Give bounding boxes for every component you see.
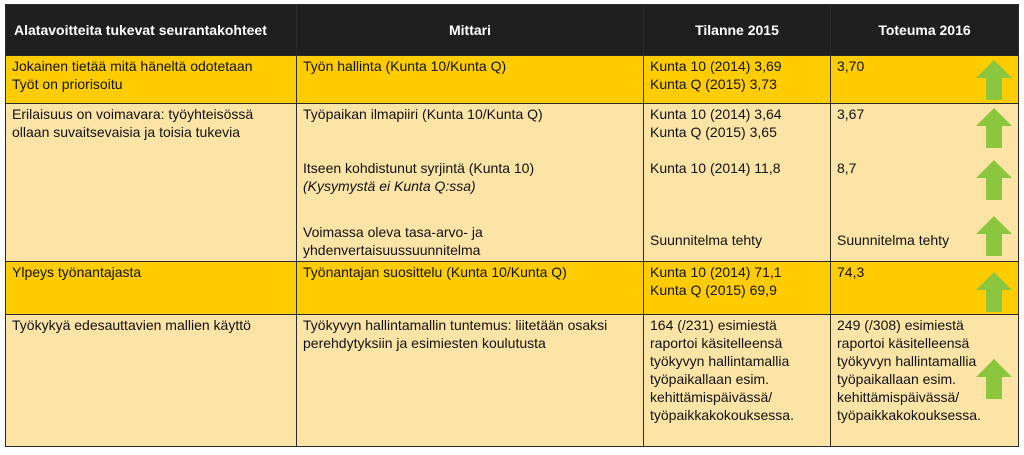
result-2016-text: Suunnitelma tehty [837,232,950,248]
status-item [650,105,824,141]
status-item [650,159,824,177]
status-2015-text: Kunta 10 (2014) 3,64 Kunta Q (2015) 3,65 [650,106,782,140]
metric-cell [297,104,644,262]
metric-item [303,159,637,195]
status-item [650,231,824,249]
monitoring-table [5,4,1019,447]
table-header-row [6,5,1019,56]
result-2016-text: 8,7 [837,160,857,176]
header-metric: Mittari [297,5,644,56]
table-row [6,315,1019,447]
target-text: Jokainen tietää mitä häneltä odotetaan Työt on priorisoitu [12,58,253,92]
result-2016-text: 74,3 [837,264,865,280]
result-2016-cell [831,56,1019,104]
target-cell [6,262,297,315]
table-row [6,262,1019,315]
status-2015-text: Kunta 10 (2014) 3,69 Kunta Q (2015) 3,73 [650,58,782,92]
metric-text: Työn hallinta (Kunta 10/Kunta Q) [303,58,507,74]
header-result-2016: Toteuma 2016 [831,5,1019,56]
header-status-2015: Tilanne 2015 [644,5,831,56]
up-arrow-icon [976,160,1012,200]
metric-note: (Kysymystä ei Kunta Q:ssa) [303,178,476,194]
up-arrow-icon [976,108,1012,148]
metric-text: Voimassa oleva tasa-arvo- ja yhdenvertaisuussuunnitelma [303,224,483,258]
status-2015-cell [644,104,831,262]
metric-item [303,223,637,259]
status-2015-text: Kunta 10 (2014) 11,8 [650,160,781,176]
metric-text: Työnantajan suosittelu (Kunta 10/Kunta Q) [303,264,567,280]
metric-cell [297,315,644,447]
metric-text: Työkyvyn hallintamallin tuntemus: liitetään osaksi perehdytyksiin ja esimiesten koulutusta [303,317,608,351]
result-2016-cell [831,262,1019,315]
status-2015-text: 164 (/231) esimiestä raportoi käsitelleensä työkyvyn hallintamallia työpaikallaan esim. kehittämispäivässä/ työpaikkakokouksessa. [650,317,794,423]
target-text: Työkykyä edesauttavien mallien käyttö [12,317,251,333]
metric-text: Työpaikan ilmapiiri (Kunta 10/Kunta Q) [303,106,543,122]
status-2015-cell [644,315,831,447]
result-2016-text: 3,67 [837,106,865,122]
result-2016-cell [831,104,1019,262]
table-row [6,56,1019,104]
up-arrow-icon [976,272,1012,312]
metric-text: Itseen kohdistunut syrjintä (Kunta 10) [303,160,535,176]
header-targets: Alatavoitteita tukevat seurantakohteet [6,5,297,56]
status-2015-text: Suunnitelma tehty [650,232,763,248]
up-arrow-icon [976,216,1012,256]
up-arrow-icon [976,60,1012,100]
metric-cell [297,56,644,104]
status-2015-cell [644,56,831,104]
result-2016-text: 3,70 [837,58,865,74]
result-2016-text: 249 (/308) esimiestä raportoi käsitelleensä työkyvyn hallintamallia työpaikallaan esim. kehittämispäivässä/ työpaikkakokouksessa. [837,317,981,423]
up-arrow-icon [976,359,1012,399]
target-cell [6,56,297,104]
result-2016-cell [831,315,1019,447]
target-text: Erilaisuus on voimavara: työyhteisössä ollaan suvaitsevaisia ja toisia tukevia [12,106,254,140]
target-text: Ylpeys työnantajasta [12,264,142,280]
metric-cell [297,262,644,315]
status-2015-cell [644,262,831,315]
target-cell [6,104,297,262]
target-cell [6,315,297,447]
monitoring-table-container [5,4,1018,452]
metric-item [303,105,637,123]
table-row [6,104,1019,262]
status-2015-text: Kunta 10 (2014) 71,1 Kunta Q (2015) 69,9 [650,264,782,298]
